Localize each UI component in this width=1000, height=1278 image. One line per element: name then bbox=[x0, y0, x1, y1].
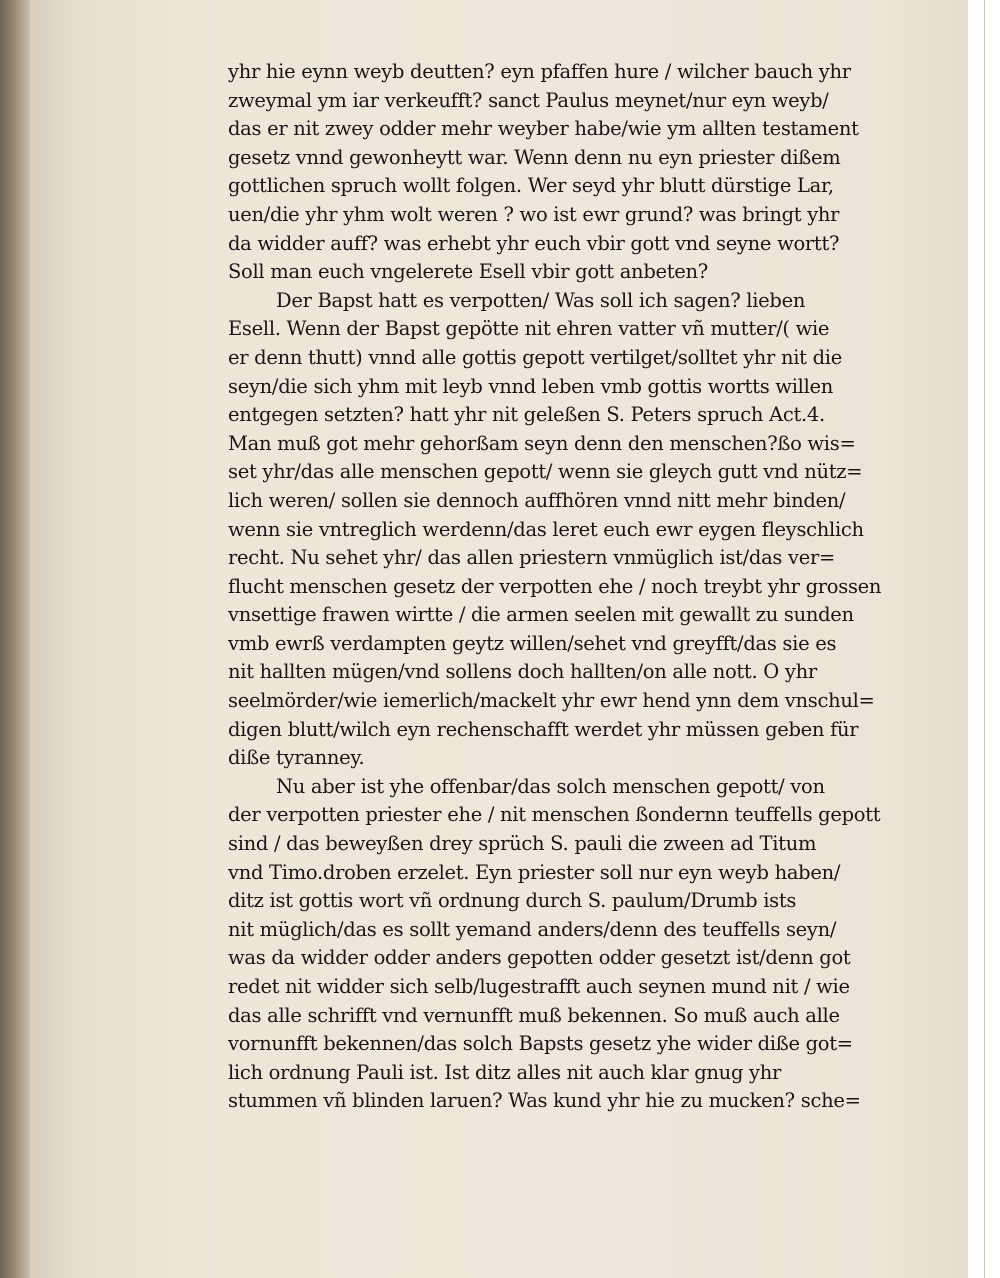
page-text bbox=[228, 58, 908, 1116]
text-line: vornunfft bekennen/das solch Bapsts gesetz yhe wider diße got= bbox=[228, 1032, 853, 1056]
text-line: das alle schrifft vnd vernunfft muß bekennen. So muß auch alle bbox=[228, 1003, 840, 1027]
text-line: was da widder odder anders gepotten odder gesetzt ist/denn got bbox=[228, 946, 851, 970]
text-line: Soll man euch vngelerete Esell vbir gott anbeten? bbox=[228, 260, 708, 284]
text-line: lich weren/ sollen sie dennoch auffhören vnnd nitt mehr binden/ bbox=[228, 488, 846, 512]
text-line: uen/die yhr yhm wolt weren ? wo ist ewr grund? was bringt yhr bbox=[228, 202, 840, 226]
text-line: diße tyranney. bbox=[228, 746, 365, 770]
book-spine-shadow bbox=[0, 0, 34, 1278]
text-line: nit müglich/das es sollt yemand anders/denn des teuffells seyn/ bbox=[228, 917, 837, 941]
text-line: zweymal ym iar verkeufft? sanct Paulus meynet/nur eyn weyb/ bbox=[228, 88, 829, 112]
text-line: vnd Timo.droben erzelet. Eyn priester soll nur eyn weyb haben/ bbox=[228, 860, 841, 884]
text-line: Man muß got mehr gehorßam seyn denn den menschen?ßo wis= bbox=[228, 431, 856, 455]
text-line: gottlichen spruch wollt folgen. Wer seyd yhr blutt dürstige Lar, bbox=[228, 174, 834, 198]
text-line: seyn/die sich yhm mit leyb vnnd leben vmb gottis wortts willen bbox=[228, 374, 834, 398]
text-line: das er nit zwey odder mehr weyber habe/wie ym allten testament bbox=[228, 117, 859, 141]
text-line: yhr hie eynn weyb deutten? eyn pfaffen hure / wilcher bauch yhr bbox=[228, 60, 851, 83]
text-line: er denn thutt) vnnd alle gottis gepott vertilget/solltet yhr nit die bbox=[228, 345, 842, 369]
text-line: Esell. Wenn der Bapst gepötte nit ehren vatter vñ mutter/( wie bbox=[228, 317, 830, 341]
page-edge bbox=[968, 0, 984, 1278]
text-line: sind / das beweyßen drey sprüch S. pauli die zween ad Titum bbox=[228, 832, 817, 856]
text-line: ditz ist gottis wort vñ ordnung durch S. paulum/Drumb ists bbox=[228, 889, 797, 913]
paragraph-start-line: Der Bapst hatt es verpotten/ Was soll ich sagen? lieben bbox=[276, 288, 806, 312]
text-line: vmb ewrß verdampten geytz willen/sehet vnd greyfft/das sie es bbox=[228, 631, 837, 655]
text-line: da widder auff? was erhebt yhr euch vbir gott vnd seyne wortt? bbox=[228, 231, 840, 255]
text-line: gesetz vnnd gewonheytt war. Wenn denn nu eyn priester dißem bbox=[228, 145, 841, 169]
text-line: set yhr/das alle menschen gepott/ wenn sie gleych gutt vnd nütz= bbox=[228, 460, 863, 484]
text-line: entgegen setzten? hatt yhr nit geleßen S. Peters spruch Act.4. bbox=[228, 403, 825, 427]
text-line: nit hallten mügen/vnd sollens doch hallten/on alle nott. O yhr bbox=[228, 660, 817, 684]
text-line: seelmörder/wie iemerlich/mackelt yhr ewr hend ynn dem vnschul= bbox=[228, 689, 875, 713]
text-line: lich ordnung Pauli ist. Ist ditz alles nit auch klar gnug yhr bbox=[228, 1060, 782, 1084]
paragraph-start-line: Nu aber ist yhe offenbar/das solch menschen gepott/ von bbox=[276, 774, 825, 798]
text-line: redet nit widder sich selb/lugestrafft auch seynen mund nit / wie bbox=[228, 975, 850, 998]
text-line: vnsettige frawen wirtte / die armen seelen mit gewallt zu sunden bbox=[228, 603, 854, 627]
text-line: digen blutt/wilch eyn rechenschafft werdet yhr müssen geben für bbox=[228, 717, 859, 741]
text-line: wenn sie vntreglich werdenn/das leret euch ewr eygen fleyschlich bbox=[228, 517, 864, 541]
text-line: flucht menschen gesetz der verpotten ehe / noch treybt yhr grossen bbox=[228, 574, 882, 598]
text-line: der verpotten priester ehe / nit menschen ßondernn teuffells gepott bbox=[228, 803, 881, 827]
text-line: recht. Nu sehet yhr/ das allen priestern vnmüglich ist/das ver= bbox=[228, 546, 836, 570]
text-line: stummen vñ blinden laruen? Was kund yhr hie zu mucken? sche= bbox=[228, 1089, 861, 1113]
